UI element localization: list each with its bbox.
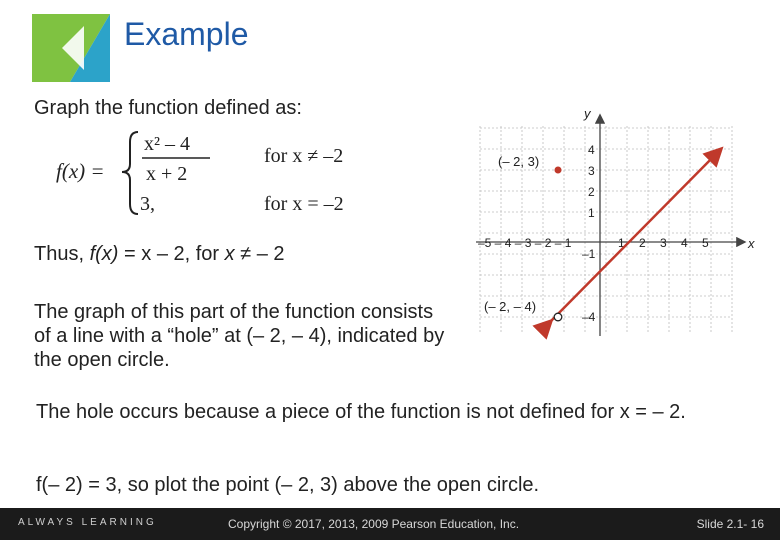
y-tick-2: 2 [588, 185, 595, 199]
open-circle-hole [554, 313, 562, 321]
footer-brand: ALWAYS LEARNING [18, 517, 157, 528]
piecewise-function [56, 126, 376, 218]
y-axis-label: y [584, 106, 591, 121]
closed-point [555, 167, 562, 174]
x-tick-2: 2 [639, 236, 646, 250]
slide-number: Slide 2.1- 16 [696, 517, 764, 531]
fraction-denominator: x + 2 [146, 163, 188, 185]
hole-description: The graph of this part of the function consists of a line with a “hole” at (– 2, – 4), indicated by the open circle. [34, 301, 445, 371]
x-tick-5: 5 [702, 236, 709, 250]
x-tick-3: 3 [660, 236, 667, 250]
slide-title: Example [124, 16, 249, 52]
hole-label: (– 2, – 4) [484, 299, 537, 314]
thus-before: Thus, [34, 243, 90, 265]
left-brace [122, 132, 138, 214]
footer-copyright: Copyright © 2017, 2013, 2009 Pearson Education, Inc. [228, 517, 520, 531]
condition-2: for x = –2 [264, 193, 344, 215]
thus-fx: f(x) [89, 243, 119, 265]
condition-1: for x ≠ –2 [264, 145, 344, 167]
plot-point-text: f(– 2) = 3, so plot the point (– 2, 3) above the open circle. [36, 474, 540, 496]
thus-x: x [224, 243, 235, 265]
thus-after: ≠ – 2 [234, 243, 285, 265]
y-tick-neg4: –4 [582, 310, 596, 324]
intro-text: Graph the function defined as: [34, 97, 302, 119]
function-line [550, 150, 720, 322]
x-axis-label: x [748, 236, 755, 251]
function-graph [472, 104, 762, 344]
piece-value-2: 3, [140, 193, 155, 215]
hole-reason: The hole occurs because a piece of the function is not defined for x = – 2. [36, 401, 686, 423]
x-ticks-negative: –5 – 4 – 3 – 2 – 1 [478, 236, 572, 250]
thus-rest: = x – 2, for [118, 243, 225, 265]
function-lhs: f(x) = [56, 159, 105, 183]
y-tick-1: 1 [588, 206, 595, 220]
point-label: (– 2, 3) [498, 154, 540, 169]
y-tick-neg1: –1 [582, 247, 596, 261]
y-tick-3: 3 [588, 164, 595, 178]
footer-bar [0, 508, 780, 540]
y-tick-4: 4 [588, 143, 595, 157]
fraction-numerator: x² – 4 [144, 133, 190, 155]
pearson-logo-icon [32, 14, 110, 82]
x-tick-1: 1 [618, 236, 625, 250]
x-tick-4: 4 [681, 236, 688, 250]
thus-text [34, 242, 285, 266]
